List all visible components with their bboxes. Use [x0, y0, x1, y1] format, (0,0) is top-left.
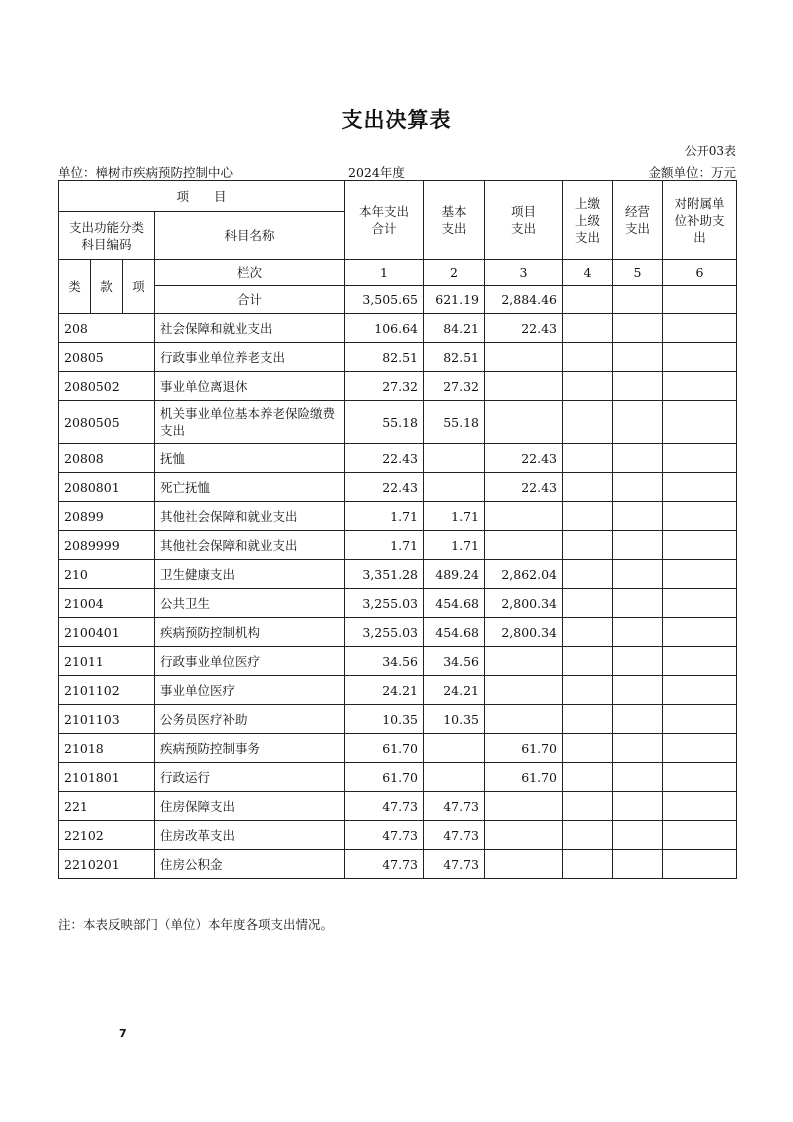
amount-cell — [424, 734, 485, 763]
amount-cell: 34.56 — [424, 647, 485, 676]
amount-cell — [613, 589, 663, 618]
amount-cell — [613, 850, 663, 879]
amount-cell — [563, 821, 613, 850]
amount-cell: 22.43 — [345, 473, 424, 502]
subject-code: 208 — [59, 314, 155, 343]
amount-cell — [613, 401, 663, 444]
amount-cell: 84.21 — [424, 314, 485, 343]
amount-cell: 47.73 — [424, 792, 485, 821]
subject-name: 其他社会保障和就业支出 — [155, 531, 345, 560]
table-row — [59, 647, 737, 676]
amount-cell: 454.68 — [424, 589, 485, 618]
amount-cell: 1.71 — [345, 531, 424, 560]
total-value: 2,884.46 — [485, 286, 563, 314]
table-row — [59, 618, 737, 647]
amount-cell: 22.43 — [485, 444, 563, 473]
subject-code: 2101801 — [59, 763, 155, 792]
amount-cell — [663, 618, 737, 647]
subject-code: 2089999 — [59, 531, 155, 560]
amount-cell — [563, 372, 613, 401]
amount-cell — [663, 531, 737, 560]
subject-code: 21011 — [59, 647, 155, 676]
header-col-operation: 经营支出 — [613, 181, 663, 260]
header-lei: 类 — [59, 260, 91, 314]
table-row — [59, 343, 737, 372]
amount-cell: 3,351.28 — [345, 560, 424, 589]
amount-cell: 82.51 — [424, 343, 485, 372]
expenditure-table — [58, 180, 737, 879]
amount-cell — [613, 705, 663, 734]
amount-cell — [663, 372, 737, 401]
amount-cell — [485, 647, 563, 676]
amount-cell — [663, 705, 737, 734]
col-number: 2 — [424, 260, 485, 286]
header-col-total: 本年支出合计 — [345, 181, 424, 260]
subject-name: 抚恤 — [155, 444, 345, 473]
amount-cell — [663, 821, 737, 850]
amount-cell: 2,862.04 — [485, 560, 563, 589]
subject-code: 2100401 — [59, 618, 155, 647]
subject-code: 221 — [59, 792, 155, 821]
amount-cell — [613, 343, 663, 372]
amount-cell — [485, 401, 563, 444]
amount-cell — [663, 850, 737, 879]
table-row — [59, 850, 737, 879]
amount-cell — [613, 473, 663, 502]
amount-cell — [663, 502, 737, 531]
amount-cell — [563, 676, 613, 705]
header-subject-name: 科目名称 — [155, 212, 345, 260]
amount-cell: 3,255.03 — [345, 589, 424, 618]
unit-label: 单位：樟树市疾病预防控制中心 — [58, 165, 234, 180]
header-col-upper: 上缴上级支出 — [563, 181, 613, 260]
table-row — [59, 705, 737, 734]
amount-cell — [613, 372, 663, 401]
amount-cell — [563, 618, 613, 647]
amount-cell: 47.73 — [345, 821, 424, 850]
header-xiang: 项 — [123, 260, 155, 314]
amount-cell — [613, 444, 663, 473]
amount-cell — [563, 589, 613, 618]
amount-cell: 489.24 — [424, 560, 485, 589]
subject-name: 事业单位离退休 — [155, 372, 345, 401]
amount-cell — [563, 763, 613, 792]
subject-code: 210 — [59, 560, 155, 589]
amount-cell: 454.68 — [424, 618, 485, 647]
amount-cell — [563, 792, 613, 821]
amount-cell — [563, 647, 613, 676]
subject-name: 死亡抚恤 — [155, 473, 345, 502]
amount-cell: 106.64 — [345, 314, 424, 343]
amount-cell — [485, 792, 563, 821]
subject-name: 卫生健康支出 — [155, 560, 345, 589]
subject-code: 21004 — [59, 589, 155, 618]
amount-cell — [663, 734, 737, 763]
subject-code: 21018 — [59, 734, 155, 763]
fiscal-year: 2024年度 — [348, 165, 405, 180]
footnote: 注：本表反映部门（单位）本年度各项支出情况。 — [58, 917, 334, 932]
subject-name: 其他社会保障和就业支出 — [155, 502, 345, 531]
col-number: 4 — [563, 260, 613, 286]
amount-cell — [663, 444, 737, 473]
total-value — [663, 286, 737, 314]
amount-cell — [613, 676, 663, 705]
subject-name: 住房保障支出 — [155, 792, 345, 821]
amount-cell — [563, 705, 613, 734]
amount-cell — [663, 763, 737, 792]
amount-cell — [613, 618, 663, 647]
table-row — [59, 821, 737, 850]
amount-cell — [663, 792, 737, 821]
amount-cell — [613, 531, 663, 560]
amount-cell — [663, 676, 737, 705]
subject-code: 2080502 — [59, 372, 155, 401]
amount-cell — [663, 343, 737, 372]
subject-code: 22102 — [59, 821, 155, 850]
total-row — [59, 286, 737, 314]
table-row — [59, 502, 737, 531]
form-number: 公开03表 — [684, 144, 736, 158]
subject-name: 公共卫生 — [155, 589, 345, 618]
amount-cell: 1.71 — [345, 502, 424, 531]
amount-cell — [563, 343, 613, 372]
table-row — [59, 589, 737, 618]
total-value — [563, 286, 613, 314]
subject-name: 社会保障和就业支出 — [155, 314, 345, 343]
subject-code: 2210201 — [59, 850, 155, 879]
header-func-code: 支出功能分类科目编码 — [59, 212, 155, 260]
amount-cell: 27.32 — [424, 372, 485, 401]
col-number: 5 — [613, 260, 663, 286]
amount-cell — [663, 560, 737, 589]
amount-cell — [563, 734, 613, 763]
amount-cell: 34.56 — [345, 647, 424, 676]
amount-cell — [563, 850, 613, 879]
amount-cell — [563, 401, 613, 444]
subject-code: 20805 — [59, 343, 155, 372]
table-row — [59, 560, 737, 589]
header-col-subsidy: 对附属单位补助支出 — [663, 181, 737, 260]
amount-cell — [485, 676, 563, 705]
table-row — [59, 763, 737, 792]
amount-cell — [424, 473, 485, 502]
table-row — [59, 314, 737, 343]
subject-code: 2080801 — [59, 473, 155, 502]
amount-cell: 10.35 — [345, 705, 424, 734]
amount-cell — [613, 734, 663, 763]
amount-cell: 47.73 — [424, 850, 485, 879]
total-label: 合计 — [155, 286, 345, 314]
amount-cell — [485, 850, 563, 879]
table-row — [59, 372, 737, 401]
total-value — [613, 286, 663, 314]
amount-cell — [563, 502, 613, 531]
table-row — [59, 401, 737, 444]
amount-cell: 47.73 — [424, 821, 485, 850]
subject-code: 2101103 — [59, 705, 155, 734]
amount-cell: 22.43 — [485, 314, 563, 343]
amount-cell — [424, 763, 485, 792]
amount-cell — [613, 314, 663, 343]
amount-cell — [485, 502, 563, 531]
meta-line — [58, 163, 736, 179]
table-row — [59, 444, 737, 473]
amount-cell: 27.32 — [345, 372, 424, 401]
amount-cell — [613, 792, 663, 821]
amount-cell — [613, 821, 663, 850]
amount-cell: 82.51 — [345, 343, 424, 372]
amount-cell — [613, 502, 663, 531]
table-row — [59, 734, 737, 763]
total-value: 621.19 — [424, 286, 485, 314]
amount-cell: 61.70 — [345, 763, 424, 792]
table-row — [59, 676, 737, 705]
page-title: 支出决算表 — [341, 108, 452, 132]
subject-name: 行政事业单位医疗 — [155, 647, 345, 676]
amount-cell — [485, 343, 563, 372]
subject-name: 住房改革支出 — [155, 821, 345, 850]
header-kuan: 款 — [91, 260, 123, 314]
amount-cell: 1.71 — [424, 531, 485, 560]
table-row — [59, 473, 737, 502]
amount-cell: 3,255.03 — [345, 618, 424, 647]
amount-cell: 47.73 — [345, 850, 424, 879]
col-number: 3 — [485, 260, 563, 286]
amount-cell — [563, 314, 613, 343]
subject-code: 20808 — [59, 444, 155, 473]
amount-cell: 61.70 — [485, 734, 563, 763]
amount-cell: 22.43 — [485, 473, 563, 502]
subject-name: 行政事业单位养老支出 — [155, 343, 345, 372]
subject-name: 公务员医疗补助 — [155, 705, 345, 734]
amount-cell — [424, 444, 485, 473]
amount-cell: 1.71 — [424, 502, 485, 531]
amount-cell: 2,800.34 — [485, 589, 563, 618]
amount-cell — [563, 444, 613, 473]
amount-cell: 2,800.34 — [485, 618, 563, 647]
amount-cell: 61.70 — [345, 734, 424, 763]
amount-cell — [663, 647, 737, 676]
table-row — [59, 531, 737, 560]
amount-cell: 24.21 — [424, 676, 485, 705]
amount-cell — [485, 705, 563, 734]
amount-cell — [663, 314, 737, 343]
money-unit: 金额单位：万元 — [648, 165, 736, 180]
subject-name: 疾病预防控制机构 — [155, 618, 345, 647]
subject-code: 2080505 — [59, 401, 155, 444]
amount-cell: 10.35 — [424, 705, 485, 734]
amount-cell — [613, 647, 663, 676]
amount-cell — [663, 401, 737, 444]
amount-cell — [663, 473, 737, 502]
amount-cell: 61.70 — [485, 763, 563, 792]
amount-cell: 55.18 — [345, 401, 424, 444]
subject-code: 20899 — [59, 502, 155, 531]
amount-cell: 47.73 — [345, 792, 424, 821]
header-item: 项 目 — [59, 181, 345, 212]
subject-name: 行政运行 — [155, 763, 345, 792]
amount-cell — [485, 531, 563, 560]
amount-cell — [613, 560, 663, 589]
amount-cell — [613, 763, 663, 792]
amount-cell — [663, 589, 737, 618]
subject-code: 2101102 — [59, 676, 155, 705]
amount-cell — [485, 821, 563, 850]
header-col-basic: 基本支出 — [424, 181, 485, 260]
subject-name: 疾病预防控制事务 — [155, 734, 345, 763]
amount-cell — [563, 560, 613, 589]
amount-cell: 24.21 — [345, 676, 424, 705]
subject-name: 事业单位医疗 — [155, 676, 345, 705]
page-number: 7 — [119, 1027, 127, 1040]
amount-cell — [563, 531, 613, 560]
amount-cell — [563, 473, 613, 502]
amount-cell: 55.18 — [424, 401, 485, 444]
header-lanci: 栏次 — [155, 260, 345, 286]
table-row — [59, 792, 737, 821]
col-number: 6 — [663, 260, 737, 286]
total-value: 3,505.65 — [345, 286, 424, 314]
amount-cell — [485, 372, 563, 401]
amount-cell: 22.43 — [345, 444, 424, 473]
subject-name: 住房公积金 — [155, 850, 345, 879]
subject-name: 机关事业单位基本养老保险缴费支出 — [155, 401, 345, 444]
col-number: 1 — [345, 260, 424, 286]
header-col-project: 项目支出 — [485, 181, 563, 260]
